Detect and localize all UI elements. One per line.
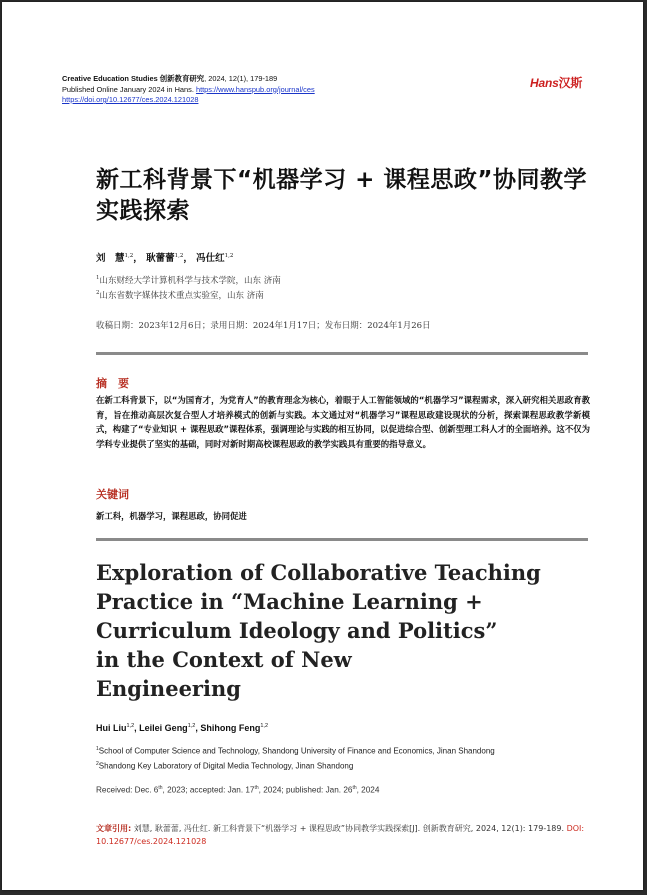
affiliations-en — [96, 743, 495, 772]
author-cn-3: 冯仕红 — [196, 253, 225, 264]
affiliation-cn-2: $^2$山东省数字媒体技术重点实验室，山东 济南 — [96, 290, 264, 301]
doi-link[interactable]: https://doi.org/10.12677/ces.2024.121028 — [62, 95, 199, 104]
dates-en: Received: Dec. 6th, 2023; accepted: Jan. 17th, 2024; published: Jan. 26th, 2024 — [96, 785, 380, 795]
abstract-heading: 摘 要 — [96, 377, 129, 390]
journal-issue: , 2024, 12(1), 179-189 — [204, 74, 278, 83]
title-en: Exploration of Collaborative Teaching Practice in “Machine Learning + Curriculum Ideology and Politics” in the Context of New Engineering — [96, 560, 541, 701]
author-cn-2: 耿蕾蕾 — [146, 253, 175, 264]
divider — [96, 538, 588, 541]
journal-header — [62, 74, 315, 106]
title-cn: 新工科背景下“机器学习 + 课程思政”协同教学实践探索 — [96, 167, 588, 224]
abstract-text: 在新工科背景下，以“为国育才，为党育人”的教育理念为核心，着眼于人工智能领域的“机器学习”课程需求，深入研究相关思政育教育，旨在推动高层次复合型人才培养模式的创新与实践。本文通过对“机器学习”课程思政建设现状的分析，探索课程思政教学新模式，构建了“专业知识 + 课程思政”课程体系，强调理论与实践的相互协同，以促进综合型、创新型理工科人才的全面培养。这不仅为学科专业提供了坚实的基础，同时对新时期高校课程思政的教学实践具有重要的指导意义。 — [96, 395, 590, 449]
authors-cn: 刘 慧$^{1,2}$， 耿蕾蕾$^{1,2}$， 冯仕红$^{1,2}$ — [96, 252, 234, 264]
author-cn-1: 刘 慧 — [96, 253, 125, 264]
author-en-3: Shihong Feng — [200, 723, 261, 733]
journal-name-cn: 创新教育研究 — [159, 74, 205, 83]
keywords-text: 新工科，机器学习，课程思政，协同促进 — [96, 511, 247, 521]
citation — [96, 822, 590, 848]
journal-name-en: Creative Education Studies — [62, 74, 158, 83]
journal-link[interactable]: https://www.hanspub.org/journal/ces — [195, 84, 315, 94]
keywords-heading: 关键词 — [96, 488, 129, 501]
citation-text: 刘慧, 耿蕾蕾, 冯仕红. 新工科背景下“机器学习 + 课程思政”协同教学实践探索[J]. 创新教育研究, 2024, 12(1): 179-189. — [131, 824, 567, 833]
dates-cn: 收稿日期：2023年12月6日；录用日期：2024年1月17日；发布日期：2024年1月26日 — [96, 321, 431, 331]
affiliation-en-1: $^1$School of Computer Science and Technology, Shandong University of Finance and Economics, Jinan Shandong — [96, 746, 495, 756]
affiliation-en-2: $^2$Shandong Key Laboratory of Digital Media Technology, Jinan Shandong — [96, 760, 354, 771]
paper-page — [2, 2, 643, 890]
author-en-1: Hui Liu — [96, 723, 127, 733]
affiliation-cn-1: $^1$山东财经大学计算机科学与技术学院，山东 济南 — [96, 275, 281, 286]
author-en-2: Leilei Geng — [139, 723, 188, 733]
published-online: Published Online January 2024 in Hans. — [62, 84, 194, 94]
authors-en: Hui Liu$^{1,2}$, Leilei Geng$^{1,2}$, Shihong Feng$^{1,2}$ — [96, 723, 269, 733]
divider — [96, 352, 588, 355]
citation-label: 文章引用: — [96, 824, 132, 833]
citation-doi[interactable]: DOI: 10.12677/ces.2024.121028 — [96, 824, 585, 846]
hans-logo: Hans汉斯 — [530, 76, 583, 90]
